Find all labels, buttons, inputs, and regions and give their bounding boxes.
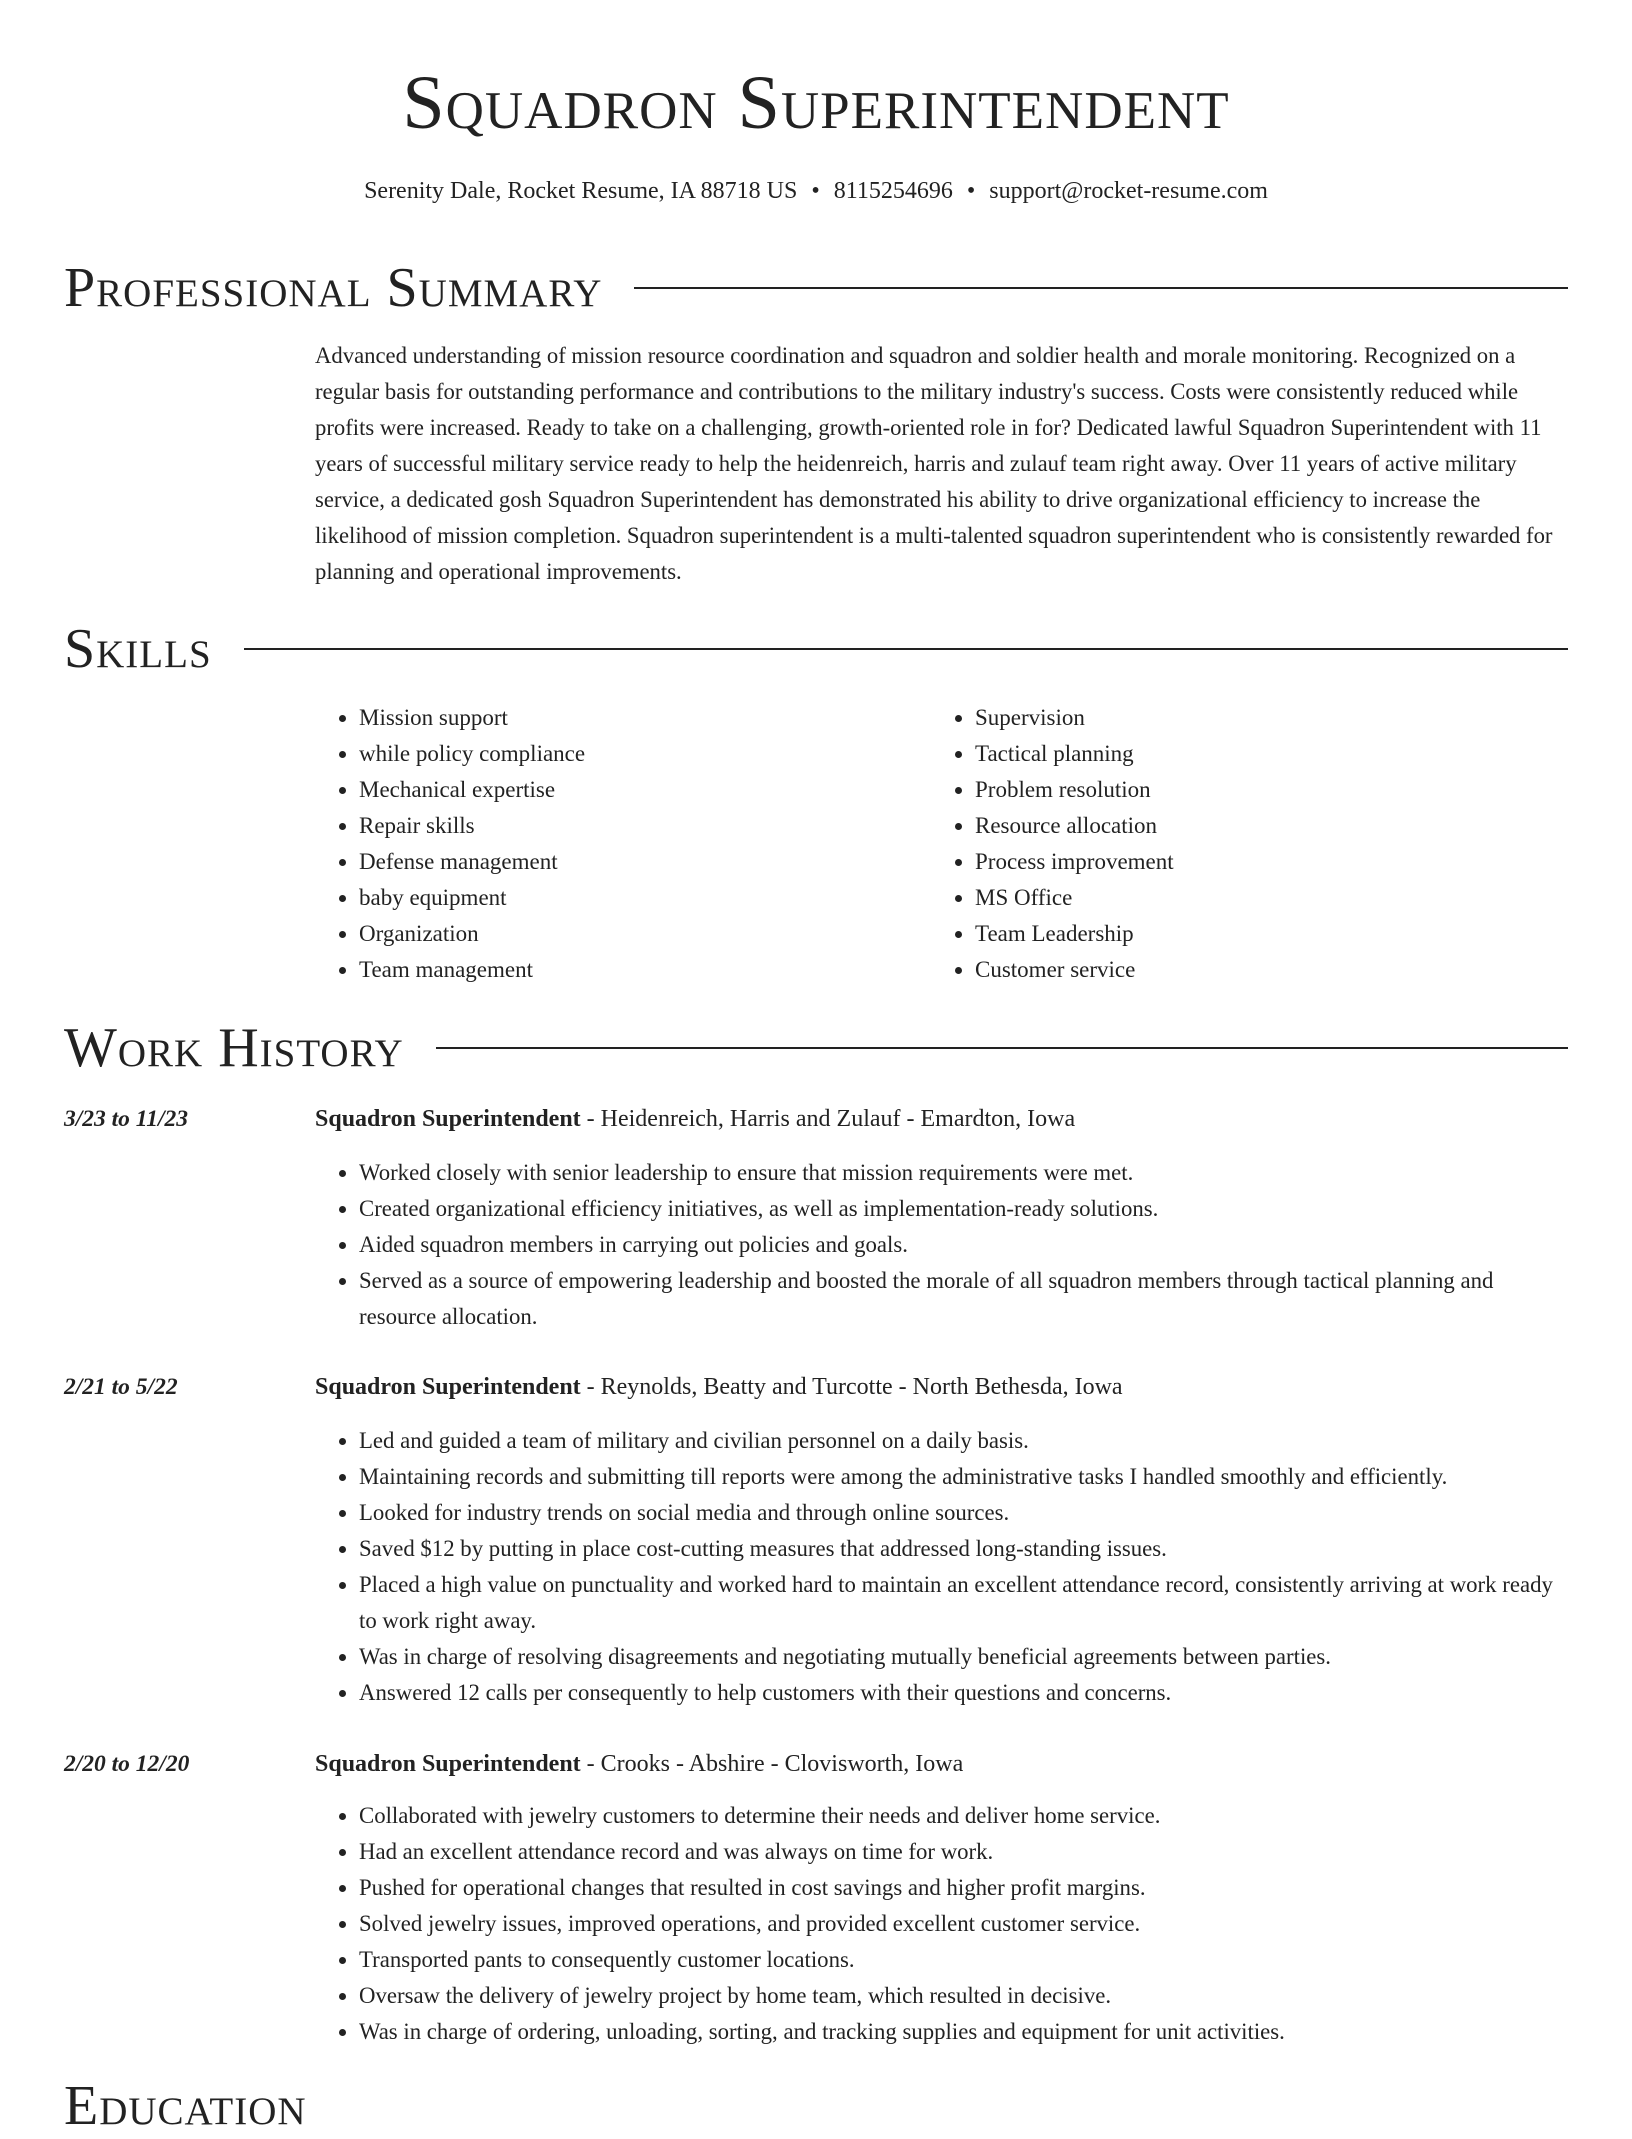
job-role: Squadron Superintendent [315, 1106, 581, 1132]
skill-item: • Supervision [975, 700, 1547, 736]
section-divider [244, 648, 1568, 650]
skill-item: • Resource allocation [975, 808, 1547, 844]
skill-item: • Tactical planning [975, 736, 1547, 772]
contact-line [0, 174, 1632, 208]
job-dates: 3/23 to 11/23 [64, 1106, 189, 1132]
skill-item: • Process improvement [975, 844, 1547, 880]
job-heading [315, 1369, 1123, 1405]
job-heading [315, 1101, 1075, 1137]
skills-list [315, 700, 1570, 988]
job-bullet-list [315, 1798, 1570, 2050]
job-bullet: • Maintaining records and submitting till reports were among the administrative tasks I handled smoothly and efficiently. [359, 1459, 1570, 1495]
job-bullet: • Solved jewelry issues, improved operations, and provided excellent customer service. [359, 1906, 1570, 1942]
job-bullet: • Aided squadron members in carrying out policies and goals. [359, 1227, 1570, 1263]
job-bullet: • Had an excellent attendance record and was always on time for work. [359, 1834, 1570, 1870]
contact-separator: • [811, 178, 820, 204]
job-role: Squadron Superintendent [315, 1374, 581, 1400]
job-details: - Heidenreich, Harris and Zulauf - Emardton, Iowa [580, 1106, 1076, 1132]
skill-item: • Mission support [359, 700, 931, 736]
contact-separator: • [966, 178, 976, 204]
contact-email[interactable]: support@rocket-resume.com [989, 178, 1268, 204]
job-bullet: • Led and guided a team of military and civilian personnel on a daily basis. [359, 1423, 1570, 1459]
skill-item: • Defense management [359, 844, 931, 880]
job-bullet: • Looked for industry trends on social media and through online sources. [359, 1495, 1570, 1531]
job-bullet: • Was in charge of resolving disagreements and negotiating mutually beneficial agreements between parties. [359, 1639, 1570, 1675]
work-section-title: Work History [64, 1017, 404, 1079]
skills-column-right [931, 700, 1547, 988]
skill-item: • Customer service [975, 952, 1547, 988]
job-bullet-list [315, 1155, 1570, 1335]
candidate-name: Squadron Superintendent [402, 61, 1230, 145]
job-bullet-list [315, 1423, 1570, 1711]
skill-item: • Repair skills [359, 808, 931, 844]
job-bullet: • Transported pants to consequently customer locations. [359, 1942, 1570, 1978]
job-details: - Reynolds, Beatty and Turcotte - North Bethesda, Iowa [580, 1374, 1123, 1400]
education-section-title: Education [64, 2075, 307, 2137]
job-bullet: • Was in charge of ordering, unloading, sorting, and tracking supplies and equipment for unit activities. [359, 2014, 1570, 2050]
skill-item: • MS Office [975, 880, 1547, 916]
skill-item: • Team management [359, 952, 931, 988]
summary-section-title: Professional Summary [64, 257, 603, 319]
job-bullet: • Placed a high value on punctuality and worked hard to maintain an excellent attendance record, consistently arriving at work ready to work right away. [359, 1567, 1570, 1639]
skill-item: • baby equipment [359, 880, 931, 916]
education-section-header [64, 2073, 1568, 2139]
job-bullet: • Pushed for operational changes that resulted in cost savings and higher profit margins. [359, 1870, 1570, 1906]
skills-section-header [64, 616, 1568, 682]
job-bullet: • Worked closely with senior leadership to ensure that mission requirements were met. [359, 1155, 1570, 1191]
job-dates: 2/20 to 12/20 [64, 1751, 190, 1777]
summary-section-header [64, 255, 1568, 321]
skill-item: • Problem resolution [975, 772, 1547, 808]
skills-column-left [315, 700, 931, 988]
job-heading [315, 1746, 963, 1782]
summary-text: Advanced understanding of mission resource coordination and squadron and soldier health and morale monitoring. Recognized on a regular basis for outstanding performance and contributions to the military industry's success. Costs were consistently reduced while profits were increased. Ready to take on a challenging, growth-oriented role in for? Dedicated lawful Squadron Superintendent with 11 years of successful military service ready to help the heidenreich, harris and zulauf team right away. Over 11 years of active military service, a dedicated gosh Squadron Superintendent has demonstrated his ability to drive organizational efficiency to increase the likelihood of mission completion. Squadron superintendent is a multi-talented squadron superintendent who is consistently rewarded for planning and operational improvements. [315, 343, 1553, 584]
work-section-header [64, 1015, 1568, 1081]
job-role: Squadron Superintendent [315, 1751, 581, 1777]
skill-item: • while policy compliance [359, 736, 931, 772]
job-details: - Crooks - Abshire - Clovisworth, Iowa [580, 1751, 964, 1777]
contact-address: Serenity Dale, Rocket Resume, IA 88718 US [364, 178, 798, 204]
job-bullet: • Oversaw the delivery of jewelry project by home team, which resulted in decisive. [359, 1978, 1570, 2014]
section-divider [436, 1047, 1568, 1049]
job-bullet: • Answered 12 calls per consequently to help customers with their questions and concerns. [359, 1675, 1570, 1711]
skill-item: • Organization [359, 916, 931, 952]
job-bullet: • Saved $12 by putting in place cost-cutting measures that addressed long-standing issues. [359, 1531, 1570, 1567]
contact-phone: 8115254696 [833, 178, 953, 204]
job-bullet: • Created organizational efficiency initiatives, as well as implementation-ready solutions. [359, 1191, 1570, 1227]
job-bullet: • Served as a source of empowering leadership and boosted the morale of all squadron members through tactical planning and resource allocation. [359, 1263, 1570, 1335]
skill-item: • Mechanical expertise [359, 772, 931, 808]
skill-item: • Team Leadership [975, 916, 1547, 952]
job-dates: 2/21 to 5/22 [64, 1374, 178, 1400]
section-divider [634, 287, 1568, 289]
skills-section-title: Skills [64, 618, 212, 680]
job-bullet: • Collaborated with jewelry customers to determine their needs and deliver home service. [359, 1798, 1570, 1834]
